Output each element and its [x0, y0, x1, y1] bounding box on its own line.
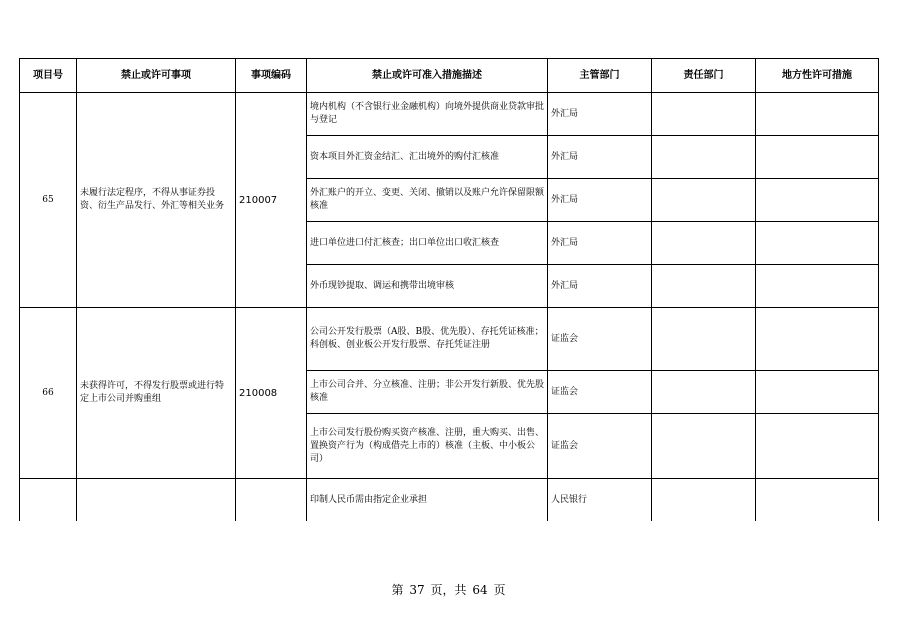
- supervising-dept: 人民银行: [548, 479, 652, 522]
- page-cut-mask: [0, 522, 897, 634]
- local-measure: [756, 371, 879, 414]
- supervising-dept: 外汇局: [548, 265, 652, 308]
- table-row: [20, 93, 879, 136]
- responsible-dept: [652, 308, 756, 371]
- measure-description: 印制人民币需由指定企业承担: [307, 479, 548, 522]
- measure-description: 外汇账户的开立、变更、关闭、撤销以及账户允许保留限额核准: [307, 179, 548, 222]
- supervising-dept: 证监会: [548, 371, 652, 414]
- responsible-dept: [652, 265, 756, 308]
- local-measure: [756, 308, 879, 371]
- footer-page-unit: 页，共: [430, 583, 467, 597]
- page-footer: [0, 581, 897, 598]
- local-measure: [756, 479, 879, 522]
- item-code: 210008: [236, 308, 307, 479]
- table-header-row: [20, 59, 879, 93]
- supervising-dept: 外汇局: [548, 136, 652, 179]
- header-supervising-dept: 主管部门: [548, 59, 652, 93]
- item-number: [20, 479, 77, 522]
- footer-suffix: 页: [493, 583, 506, 597]
- local-measure: [756, 179, 879, 222]
- measure-description: 境内机构（不含银行业金融机构）向境外提供商业贷款审批与登记: [307, 93, 548, 136]
- local-measure: [756, 93, 879, 136]
- item-text: [77, 479, 236, 522]
- measure-description: 资本项目外汇资金结汇、汇出境外的购付汇核准: [307, 136, 548, 179]
- table-row: [20, 479, 879, 522]
- item-text: 未履行法定程序，不得从事证券投资、衍生产品发行、外汇等相关业务: [77, 93, 236, 308]
- measure-description: 进口单位进口付汇核查；出口单位出口收汇核查: [307, 222, 548, 265]
- responsible-dept: [652, 93, 756, 136]
- measure-description: 上市公司合并、分立核准、注册；非公开发行新股、优先股核准: [307, 371, 548, 414]
- header-measure-description: 禁止或许可准入措施描述: [307, 59, 548, 93]
- supervising-dept: 证监会: [548, 308, 652, 371]
- table-row: [20, 308, 879, 371]
- measure-description: 上市公司发行股份购买资产核准、注册，重大购买、出售、置换资产行为（构成借壳上市的）核准（主板、中小板公司）: [307, 414, 548, 479]
- current-page-number: 37: [409, 583, 425, 597]
- item-number: 65: [20, 93, 77, 308]
- local-measure: [756, 222, 879, 265]
- item-code: [236, 479, 307, 522]
- measure-description: 外币现钞提取、调运和携带出境审核: [307, 265, 548, 308]
- supervising-dept: 外汇局: [548, 179, 652, 222]
- header-responsible-dept: 责任部门: [652, 59, 756, 93]
- responsible-dept: [652, 179, 756, 222]
- responsible-dept: [652, 371, 756, 414]
- header-local-measures: 地方性许可措施: [756, 59, 879, 93]
- local-measure: [756, 414, 879, 479]
- measure-description: 公司公开发行股票（A股、B股、优先股）、存托凭证核准；科创板、创业板公开发行股票、存托凭证注册: [307, 308, 548, 371]
- header-item-number: 项目号: [20, 59, 77, 93]
- supervising-dept: 外汇局: [548, 222, 652, 265]
- item-text: 未获得许可，不得发行股票或进行特定上市公司并购重组: [77, 308, 236, 479]
- item-code: 210007: [236, 93, 307, 308]
- item-number: 66: [20, 308, 77, 479]
- regulation-table: [19, 58, 879, 521]
- responsible-dept: [652, 479, 756, 522]
- responsible-dept: [652, 414, 756, 479]
- header-item-code: 事项编码: [236, 59, 307, 93]
- header-item: 禁止或许可事项: [77, 59, 236, 93]
- responsible-dept: [652, 222, 756, 265]
- local-measure: [756, 136, 879, 179]
- supervising-dept: 证监会: [548, 414, 652, 479]
- total-pages: 64: [472, 583, 488, 597]
- local-measure: [756, 265, 879, 308]
- footer-prefix: 第: [391, 583, 404, 597]
- supervising-dept: 外汇局: [548, 93, 652, 136]
- responsible-dept: [652, 136, 756, 179]
